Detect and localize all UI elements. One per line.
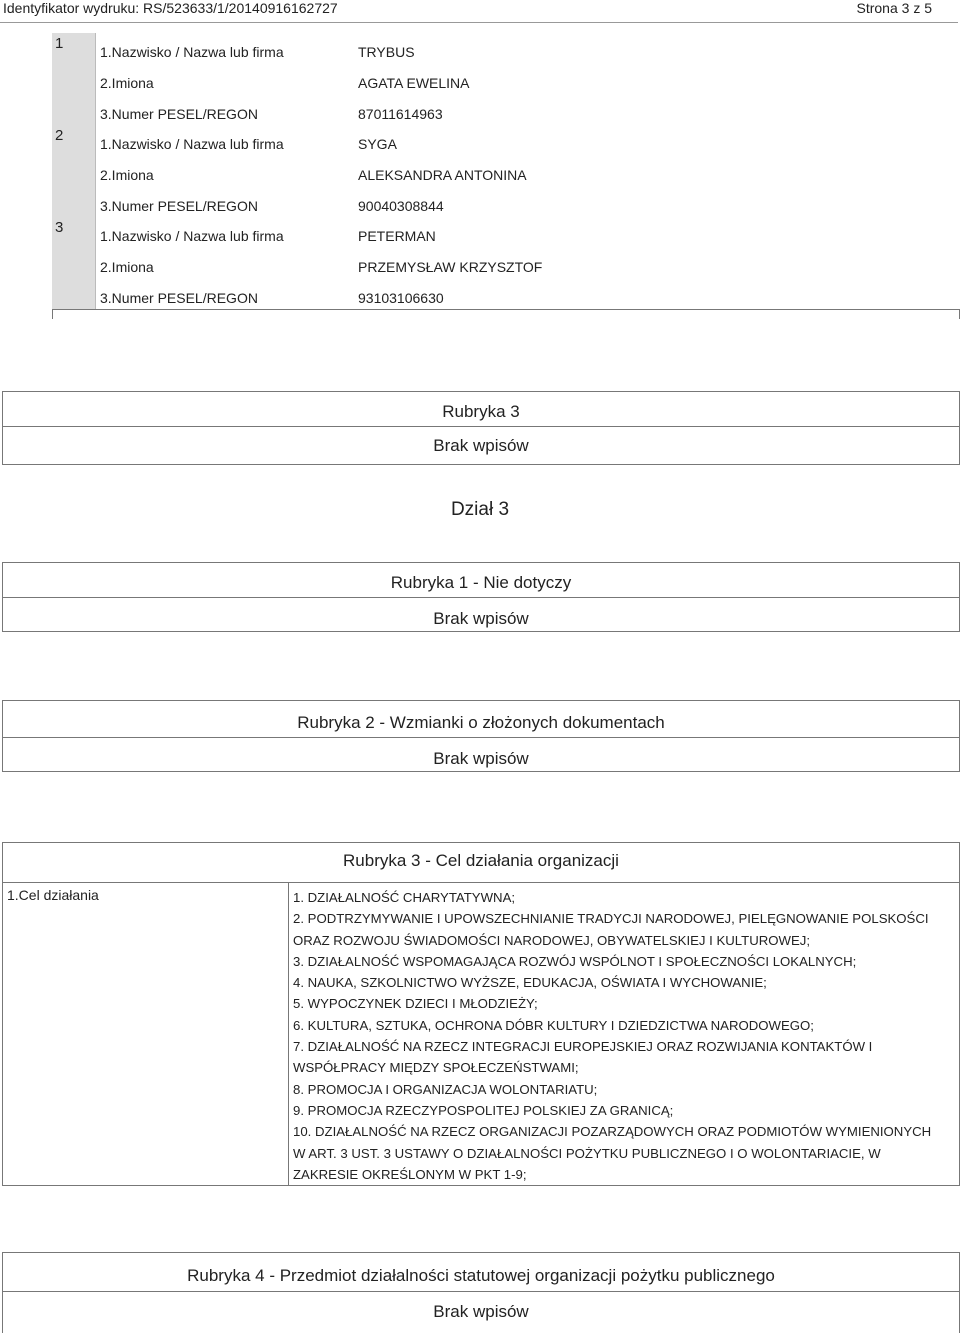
list-item: 9. PROMOCJA RZECZYPOSPOLITEJ POLSKIEJ ZA GRANICĄ; [293, 1102, 674, 1118]
list-item: 2. PODTRZYMYWANIE I UPOWSZECHNIANIE TRADYCJI NARODOWEJ, PIELĘGNOWANIE POLSKOŚCI [293, 911, 929, 927]
section-title: Rubryka 4 - Przedmiot działalności statutowej organizacji pożytku publicznego [187, 1266, 775, 1285]
surname-value: PETERMAN [358, 228, 436, 244]
names-value: AGATA EWELINA [358, 75, 470, 91]
section-divider [3, 737, 959, 738]
pesel-label: 3.Numer PESEL/REGON [100, 290, 258, 306]
person-number: 1 [55, 35, 64, 52]
no-entries-text: Brak wpisów [433, 749, 529, 768]
list-item: WSPÓŁPRACY MIĘDZY SPOŁECZEŃSTWAMI; [293, 1060, 579, 1076]
rubryka-3-section [2, 391, 960, 465]
person-row [52, 217, 958, 309]
section-divider [3, 426, 959, 427]
section-title: Rubryka 3 [442, 402, 520, 421]
section-title: Rubryka 2 - Wzmianki o złożonych dokumentach [297, 713, 665, 732]
pesel-value: 93103106630 [358, 290, 444, 306]
list-item: ORAZ ROZWOJU ŚWIADOMOŚCI NARODOWEJ, OBYWATELSKIEJ I KULTUROWEJ; [293, 932, 811, 948]
persons-table [52, 33, 958, 320]
pesel-value: 90040308844 [358, 198, 444, 214]
person-number-cell [52, 33, 96, 125]
person-number: 2 [55, 127, 64, 144]
rubryka-1-section [2, 562, 960, 632]
cel-items-list [293, 887, 948, 1185]
list-item: ZAKRESIE OKREŚLONYM W PKT 1-9; [293, 1166, 527, 1182]
list-item: 5. WYPOCZYNEK DZIECI I MŁODZIEŻY; [293, 996, 538, 1012]
list-item: 6. KULTURA, SZTUKA, OCHRONA DÓBR KULTURY I DZIEDZICTWA NARODOWEGO; [293, 1017, 814, 1033]
dzial-heading: Dział 3 [450, 499, 510, 520]
pesel-value: 87011614963 [358, 106, 443, 122]
names-label: 2.Imiona [100, 259, 154, 275]
section-title: Rubryka 3 - Cel działania organizacji [343, 851, 619, 870]
table-bottom-border [52, 309, 960, 319]
person-number-cell [52, 125, 96, 217]
print-header [0, 0, 960, 18]
section-divider [3, 597, 959, 598]
no-entries-text: Brak wpisów [433, 609, 529, 628]
person-number: 3 [55, 219, 64, 236]
names-value: PRZEMYSŁAW KRZYSZTOF [358, 259, 543, 275]
list-item: 4. NAUKA, SZKOLNICTWO WYŻSZE, EDUKACJA, OŚWIATA I WYCHOWANIE; [293, 975, 767, 991]
rubryka-4-section [2, 1252, 960, 1333]
rubryka-3-cel-section [2, 842, 960, 1186]
names-label: 2.Imiona [100, 75, 154, 91]
list-item: 3. DZIAŁALNOŚĆ WSPOMAGAJĄCA ROZWÓJ WSPÓLNOT I SPOŁECZNOŚCI LOKALNYCH; [293, 953, 857, 969]
column-divider [288, 882, 289, 1185]
header-divider [0, 22, 958, 23]
person-row [52, 33, 958, 125]
list-item: 1. DZIAŁALNOŚĆ CHARYTATYWNA; [293, 890, 516, 905]
section-divider [3, 882, 959, 883]
surname-label: 1.Nazwisko / Nazwa lub firma [100, 136, 284, 152]
section-title: Rubryka 1 - Nie dotyczy [390, 573, 572, 592]
names-value: ALEKSANDRA ANTONINA [358, 167, 527, 183]
list-item: 8. PROMOCJA I ORGANIZACJA WOLONTARIATU; [293, 1081, 598, 1097]
section-divider [3, 1291, 959, 1292]
list-item: W ART. 3 UST. 3 USTAWY O DZIAŁALNOŚCI POŻYTKU PUBLICZNEGO I O WOLONTARIACIE, W [293, 1145, 881, 1161]
cel-label: 1.Cel działania [7, 887, 99, 903]
person-number-cell [52, 217, 96, 309]
surname-value: TRYBUS [358, 44, 415, 60]
no-entries-text: Brak wpisów [433, 436, 529, 455]
person-row [52, 125, 958, 217]
list-item: 10. DZIAŁALNOŚĆ NA RZECZ ORGANIZACJI POZARZĄDOWYCH ORAZ PODMIOTÓW WYMIENIONYCH [293, 1124, 932, 1140]
surname-value: SYGA [358, 136, 397, 152]
list-item: 7. DZIAŁALNOŚĆ NA RZECZ INTEGRACJI EUROPEJSKIEJ ORAZ ROZWIJANIA KONTAKTÓW I [293, 1039, 873, 1055]
pesel-label: 3.Numer PESEL/REGON [100, 198, 258, 214]
print-identifier: Identyfikator wydruku: RS/523633/1/20140916162727 [3, 0, 338, 16]
no-entries-text: Brak wpisów [433, 1302, 529, 1321]
rubryka-2-section [2, 700, 960, 772]
page-number: Strona 3 z 5 [856, 0, 932, 16]
surname-label: 1.Nazwisko / Nazwa lub firma [100, 44, 284, 60]
pesel-label: 3.Numer PESEL/REGON [100, 106, 258, 122]
names-label: 2.Imiona [100, 167, 154, 183]
surname-label: 1.Nazwisko / Nazwa lub firma [100, 228, 284, 244]
